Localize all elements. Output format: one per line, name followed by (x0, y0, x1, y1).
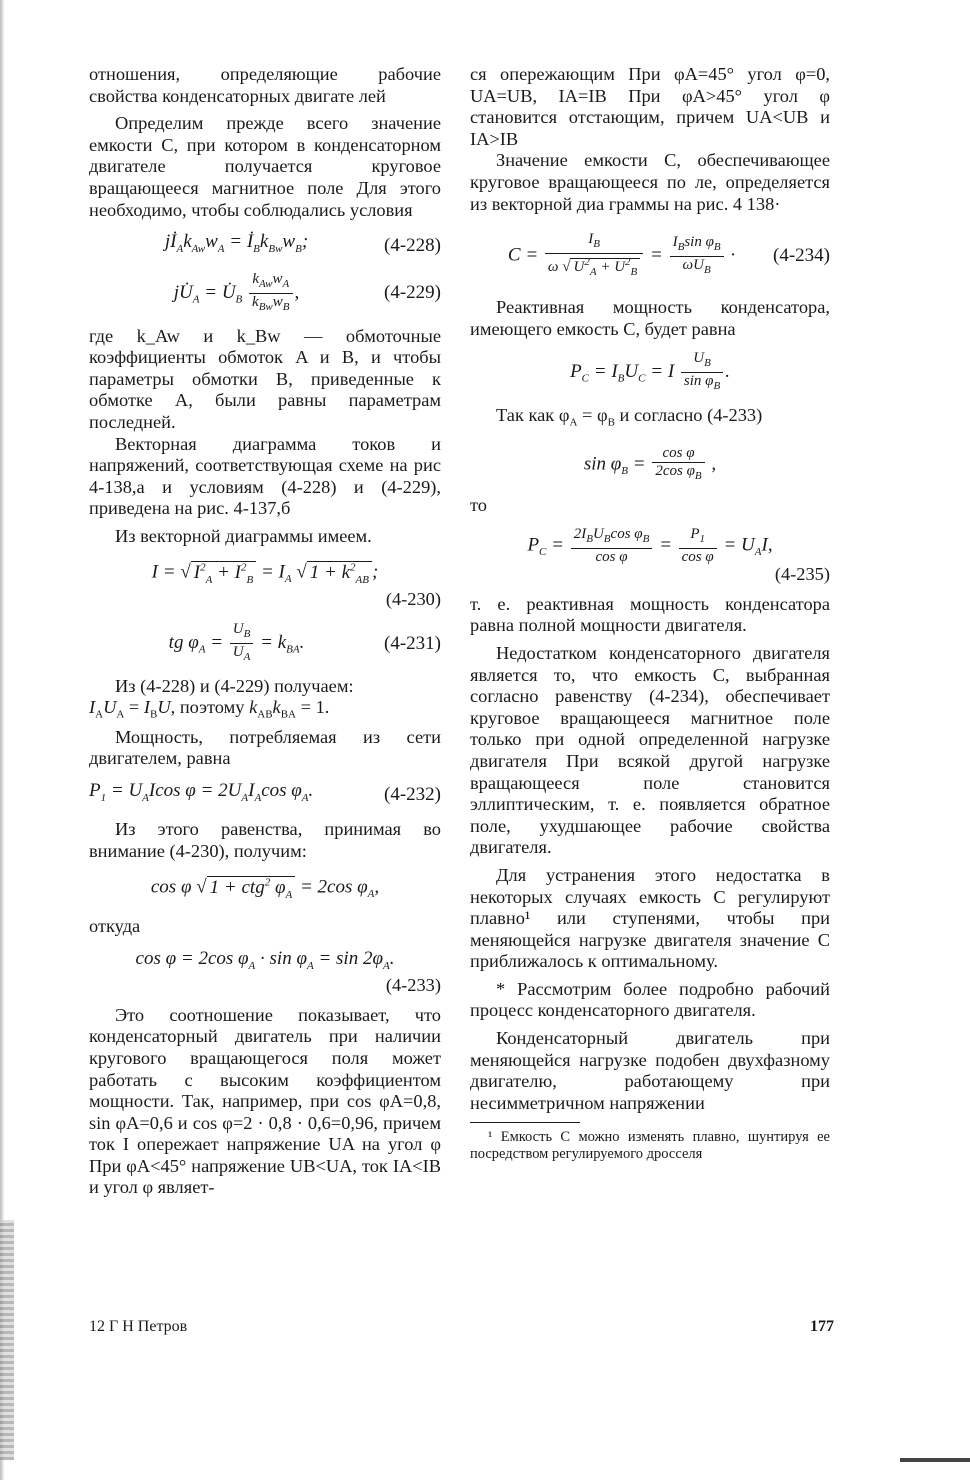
paragraph: ся опережающим При φA=45° угол φ=0, UA=UB, IA=IB При φA>45° угол φ становится отстающим, причем UA<UB и IA>IB (470, 64, 830, 149)
equation-number: (4-229) (384, 282, 441, 304)
inline-text: и согласно (4-233) (619, 405, 763, 426)
equation-number: (4-234) (773, 245, 830, 267)
left-column (89, 64, 441, 1199)
inline-text: поэтому (179, 697, 245, 718)
paragraph: откуда (89, 916, 141, 937)
equation-number: (4-230) (385, 589, 441, 610)
paragraph: Определим прежде всего значение емкости C, при котором в конденсаторном двигателе получается круговое вращающееся магнитное поле Для этого необходимо, чтобы соблюдались условия (89, 113, 441, 220)
equation-4-232: $P_1 = U_AIcos$ $\varphi = 2U_AI_A\cos$ $\varphi_A$. (4-232) (89, 779, 441, 805)
page-number: 177 (810, 1318, 834, 1335)
equation-number: (4-235) (774, 564, 830, 585)
equation-4-229: $jU̇_A$ = $U̇_B$ $\frac{k_{Aw}w_A}{k_{Bw}w_B}$ , (4-229) (173, 270, 441, 313)
equation-4-230: I = √ $I^2_A + I^2_B = I_A$ √ $1 + k^2_{AB}$ ; (151, 561, 379, 586)
equation-4-234: C = $\frac{I_B}{\omega √ U^2_A + U^2_B}$ = $\frac{I_B\sin \varphi_B}{\omega U_B}$ · (4-234) (507, 231, 830, 279)
right-column (470, 64, 830, 1163)
paragraph: Мощность, потребляемая из сети двигателем, равна (89, 726, 441, 769)
paragraph: Так как $\varphi_A = \varphi_B$ и согласно (4-233) (496, 405, 763, 430)
inline-formula-line: $I_AU_A = I_BU$, поэтому $k_{AB}k_{BA} = 1$. (89, 697, 330, 722)
paragraph: * Рассмотрим более подробно рабочий процесс конденсаторного двигателя. (470, 978, 830, 1021)
paragraph: Векторная диаграмма токов и напряжений, соответствующая схеме на рис 4-138,a и условиям (4-228) и (4-229), приведена на рис. 4-137,б (89, 433, 441, 519)
paragraph: Для устранения этого недостатка в некоторых случаях емкость C регулируют плавно¹ или ступенями, чтобы при меняющейся нагрузке двигателя значение C приближалось к оптимальному. (470, 864, 830, 972)
paragraph: то (470, 494, 487, 515)
footnote-rule (470, 1122, 580, 1123)
equation-4-233: cos φ = 2cos $\varphi_A \cdot \sin \varphi_A = \sin 2\varphi_A$. (135, 947, 395, 972)
signature-mark: 12 Г Н Петров (89, 1318, 188, 1335)
paragraph: где k_Aw и k_Bw — обмоточные коэффициенты обмоток A и B, и чтобы параметры обмотки B, приведенные к обмотке A, были равны параметрам последней. (89, 325, 441, 432)
equation-sin-phi-b: $\sin \varphi_B$ = $\frac{\text{cos φ}}{2\cos \varphi_B}$ , (583, 444, 717, 482)
scan-corner-artifact (900, 1458, 970, 1462)
paragraph: отношения, определяющие рабочие свойства конденсаторных двигате лей (89, 64, 441, 106)
paragraph: Значение емкости C, обеспечивающее круговое вращающееся по ле, определяется из векторной диа граммы на рис. 4 138· (470, 150, 830, 214)
equation-4-231: tg $\varphi_A$ = $\frac{U_B}{U_A}$ = $k_{BA}$. (4-231) (168, 620, 441, 663)
inline-text: Так как (496, 405, 555, 426)
equation-reactive-power: $P_C = I_BU_C = I$ $\frac{U_B}{\sin \varphi_B}$ . (570, 350, 730, 393)
equation-unnumbered: cos φ √ 1 + ctg$^2$ $\varphi_A = 2\cos$ $\varphi_A$, (150, 876, 380, 901)
paragraph: Это соотношение показывает, что конденсаторный двигатель при наличии кругового вращающегося поля может работать с высоким коэффициентом мощности. Так, например, при cos φA=0,8, sin φA=0,6 и cos φ=2 · 0,8 · 0,6=0,96, причем ток I опережает напряжение UA на угол φ При φA<45° напряжение UB<UA, ток IA<IB и угол φ являет- (89, 1004, 441, 1198)
paragraph: Конденсаторный двигатель при меняющейся нагрузке подобен двухфазному двигателю, работающему при несимметричном напряжении (470, 1028, 830, 1113)
scan-binding-artifact (0, 1220, 14, 1460)
paragraph: Из (4-228) и (4-229) получаем: (115, 675, 354, 696)
equation-number: (4-233) (385, 975, 441, 996)
paragraph: Из этого равенства, принимая во внимание (4-230), получим: (89, 819, 441, 861)
paragraph: Недостатком конденсаторного двигателя является то, что емкость C, выбранная согласно равенству (4-234), обеспечивает круговое вращающееся магнитное поле только при одной определенной нагрузке двигателя При всякой другой нагрузке вращающееся поле становится эллиптическим, т. е. появляется обратное поле, ухудшающее рабочие свойства двигателя. (470, 642, 830, 858)
equation-4-228: $jİ_Ak_{Aw}w_A$ = $İ_Bk_{Bw}w_B$; (4-228) (164, 231, 441, 257)
equation-number: (4-232) (384, 783, 441, 805)
paragraph: т. е. реактивная мощность конденсатора равна полной мощности двигателя. (470, 593, 830, 636)
paragraph: Из векторной диаграммы имеем. (115, 525, 372, 546)
footnote: ¹ Емкость C можно изменять плавно, шунтируя ее посредством регулируемого дросселя (470, 1129, 830, 1163)
equation-number: (4-228) (384, 235, 441, 257)
equation-4-235: $P_C$ = $\frac{2I_BU_B\cos \varphi_B}{\text{cos φ}}$ = $\frac{P_1}{\text{cos φ}}$ = $U_AI$, (527, 526, 773, 566)
paragraph: Реактивная мощность конденсатора, имеющего емкость C, будет равна (470, 297, 830, 339)
equation-number: (4-231) (384, 632, 441, 654)
